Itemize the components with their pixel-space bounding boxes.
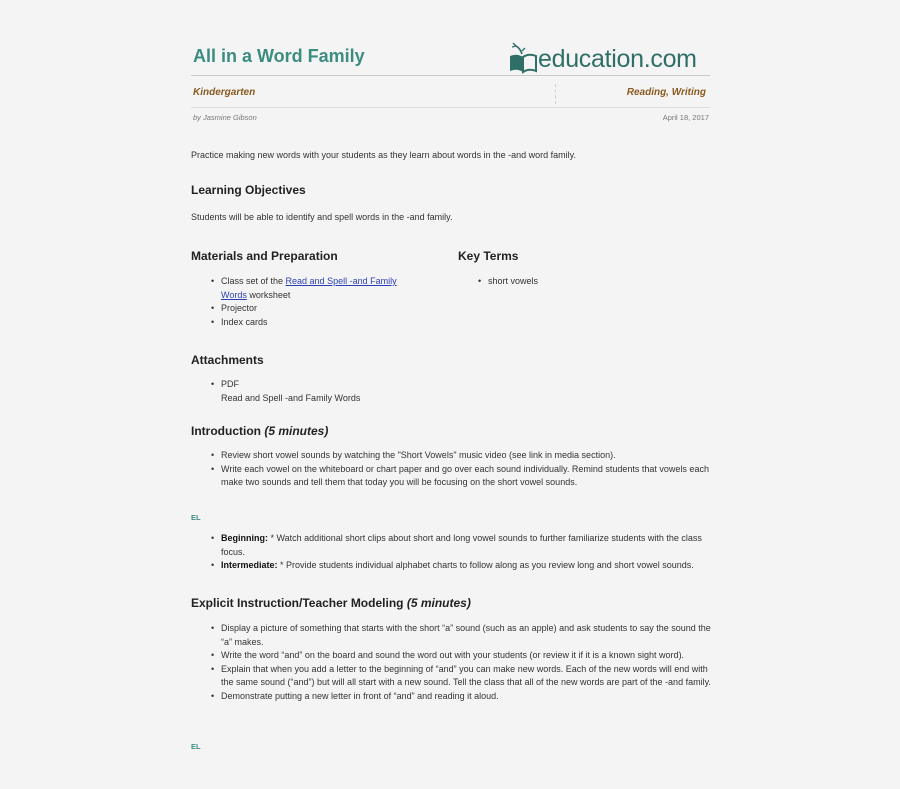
materials-list [191, 275, 431, 329]
logo-text: education.com [538, 45, 697, 73]
el-label: EL [191, 513, 201, 522]
el-label: EL [191, 742, 201, 751]
introduction-list [191, 449, 711, 490]
explicit-heading: Explicit Instruction/Teacher Modeling (5 minutes) [191, 596, 471, 610]
book-sprout-icon [508, 42, 538, 74]
objectives-heading: Learning Objectives [191, 183, 306, 197]
list-item: • Class set of the Read and Spell -and Family Words worksheet [191, 275, 431, 302]
key-terms-list [458, 275, 658, 289]
page-title: All in a Word Family [193, 46, 365, 66]
list-item: • Intermediate: * Provide students individual alphabet charts to follow along as you review long and short vowel sounds. [191, 559, 711, 573]
list-item: • short vowels [458, 275, 658, 289]
date-label: April 18, 2017 [662, 113, 709, 122]
el-list [191, 532, 711, 573]
subject-label: Reading, Writing [626, 87, 706, 98]
list-item: • Explain that when you add a letter to the beginning of “and” you can make new words. Each of the new words will end with the same sound (“and”) but will all start with a new sound. Tell the class that all of the new words are part of the -and family. [191, 663, 711, 690]
introduction-heading: Introduction (5 minutes) [191, 424, 329, 438]
meta-divider [555, 84, 556, 104]
list-item: • Index cards [191, 316, 431, 330]
materials-heading: Materials and Preparation [191, 249, 338, 263]
attachments-heading: Attachments [191, 353, 264, 367]
attachment-type: • PDF [191, 378, 591, 392]
list-item: • Write each vowel on the whiteboard or chart paper and go over each sound individually. Remind students that vowels each make two sounds and tell them that today you will be focusing on the short vowel sounds. [191, 463, 711, 490]
explicit-list [191, 622, 711, 703]
education-logo[interactable] [508, 42, 697, 74]
intro-text: Practice making new words with your students as they learn about words in the -and word family. [191, 150, 577, 160]
objectives-text: Students will be able to identify and spell words in the -and family. [191, 212, 453, 222]
header-divider [191, 75, 710, 76]
attachment-name[interactable]: Read and Spell -and Family Words [221, 392, 361, 403]
list-item: • Projector [191, 302, 431, 316]
attachments-list [191, 378, 591, 405]
list-item: • Display a picture of something that starts with the short “a” sound (such as an apple) and ask students to say the sound the “a” makes. [191, 622, 711, 649]
grade-label: Kindergarten [193, 87, 256, 98]
key-terms-heading: Key Terms [458, 249, 519, 263]
meta-divider-line [191, 107, 710, 108]
list-item: • Review short vowel sounds by watching the "Short Vowels" music video (see link in media section). [191, 449, 711, 463]
list-item: • Demonstrate putting a new letter in front of “and” and reading it aloud. [191, 690, 711, 704]
author-label: by Jasmine Gibson [193, 113, 257, 122]
worksheet-link[interactable]: Read and Spell -and Family Words [221, 276, 397, 300]
list-item: • Beginning: * Watch additional short clips about short and long vowel sounds to further familiarize students with the class focus. [191, 532, 711, 559]
list-item: • Write the word “and” on the board and sound the word out with your students (or review it if it is a known sight word). [191, 649, 711, 663]
